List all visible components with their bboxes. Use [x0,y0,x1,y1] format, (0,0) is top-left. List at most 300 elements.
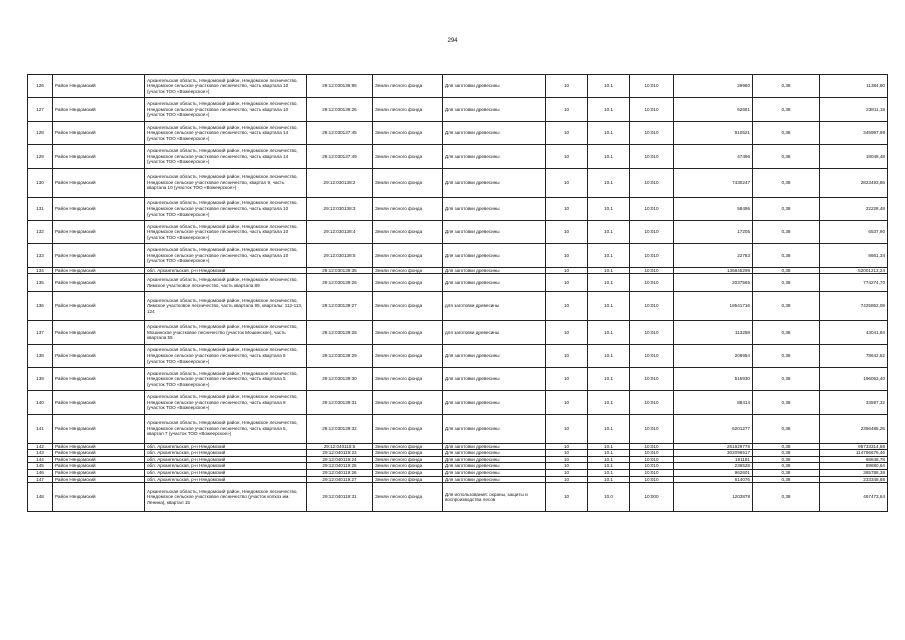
address-cell: Архангельская область, Няндомский район, Няндомское лесничество, Няндомское сельское участковое лесничество, часть квартала 5 (участок ТОО «Вожеерское») [145,367,307,390]
code-b-cell: 10.1 [588,244,630,267]
rate-cell: 0,38 [753,267,820,274]
code-b-cell: 10.1 [588,391,630,414]
rate-cell: 0,38 [753,476,820,483]
code-a-cell: 10 [546,367,588,390]
permitted-use-cell: Для использования: охраны, защиты и воспроизводства лесов [443,483,546,512]
district-cell: Район Няндомский [53,367,145,390]
area-cell: 62661 [674,98,753,121]
land-category-cell: Земли лесного фонда [373,476,443,483]
permitted-use-cell: Для заготовки древесины [443,463,546,470]
code-b-cell: 10.1 [588,145,630,168]
sum-cell: 11384,80 [820,75,888,98]
table-row [28,391,888,414]
sum-cell: 18048,48 [820,145,888,168]
land-plots-table [27,74,888,512]
code-b-cell: 10.1 [588,476,630,483]
use-code-cell: 10:010 [630,220,674,243]
sum-cell: 2823493,86 [820,168,888,197]
district-cell: Район Няндомский [53,321,145,344]
district-cell: Район Няндомский [53,145,145,168]
district-cell: Район Няндомский [53,98,145,121]
address-cell: Архангельская область, Няндомский район, Няндомское лесничество, Няндомское сельское участковое лесничество, часть квартала 5 (участок ТОО «Вожеерское») [145,344,307,367]
cadastral-number-cell: 29:12:030138:4 [307,220,373,243]
permitted-use-cell: Для заготовки древесины [443,145,546,168]
row-number: 143 [28,450,53,457]
row-number: 145 [28,463,53,470]
rate-cell: 0,38 [753,98,820,121]
sum-cell: 457473,64 [820,483,888,512]
code-b-cell: 10.1 [588,121,630,144]
district-cell: Район Няндомский [53,414,145,443]
land-category-cell: Земли лесного фонда [373,292,443,321]
row-number: 148 [28,483,53,512]
address-cell: обл. Архангельская, р-н Няндомский [145,267,307,274]
table-row [28,367,888,390]
district-cell: Район Няндомский [53,197,145,220]
cadastral-number-cell: 29:12:030138:5 [307,244,373,267]
address-cell: Архангельская область, Няндомский район, Няндомское лесничество, Няндомское сельское участковое лесничество, часть квартала 10 (участок ТОО «Вожеерское») [145,98,307,121]
cadastral-number-cell: 29:12:040119:25 [307,463,373,470]
cadastral-number-cell: 29:12:040119:31 [307,483,373,512]
table-row [28,483,888,512]
use-code-cell: 10:010 [630,244,674,267]
permitted-use-cell: для заготовки древесины [443,321,546,344]
row-number: 134 [28,267,53,274]
table-row [28,344,888,367]
address-cell: обл. Архангельская, р-н Няндомский [145,463,307,470]
land-category-cell: Земли лесного фонда [373,414,443,443]
table-row [28,414,888,443]
address-cell: обл. Архангельская, р-н Няндомский [145,443,307,450]
permitted-use-cell: Для заготовки древесины [443,220,546,243]
land-category-cell: Земли лесного фонда [373,220,443,243]
address-cell: Архангельская область, Няндомский район, Няндомское лесничество, Няндомское сельское участковое лесничество, часть квартала 8 (участок ТОО «Вожеерское») [145,391,307,414]
area-cell: 302096517 [674,450,753,457]
row-number: 131 [28,197,53,220]
table-row [28,244,888,267]
code-b-cell: 10.1 [588,456,630,463]
row-number: 133 [28,244,53,267]
table-row [28,121,888,144]
area-cell: 515930 [674,367,753,390]
row-number: 146 [28,470,53,477]
cadastral-number-cell: 29:12:040119:26 [307,470,373,477]
code-a-cell: 10 [546,483,588,512]
use-code-cell: 10:010 [630,367,674,390]
code-b-cell: 10.1 [588,267,630,274]
code-b-cell: 10.0 [588,483,630,512]
district-cell: Район Няндомский [53,483,145,512]
use-code-cell: 10:010 [630,168,674,197]
sum-cell: 345997,98 [820,121,888,144]
code-b-cell: 10.1 [588,470,630,477]
area-cell: 251929776 [674,443,753,450]
cadastral-number-cell: 29:12:030136:26 [307,98,373,121]
use-code-cell: 10:010 [630,145,674,168]
cadastral-number-cell: 29:12:030139:31 [307,391,373,414]
address-cell: Архангельская область, Няндомский район, Няндомское лесничество, Мошинское участковое лесничество (участок Мошинское), часть квартала 55 [145,321,307,344]
address-cell: Архангельская область, Няндомский район, Няндомское лесничество, Няндомское сельское участковое лесничество, часть квартала 10 (участок ТОО «Вожеерское») [145,75,307,98]
use-code-cell: 10:010 [630,98,674,121]
code-a-cell: 10 [546,321,588,344]
cadastral-number-cell: 29:12:030137:45 [307,121,373,144]
area-cell: 2037565 [674,274,753,292]
use-code-cell: 10:000 [630,483,674,512]
land-category-cell: Земли лесного фонда [373,456,443,463]
area-cell: 181181 [674,456,753,463]
district-cell: Район Няндомский [53,121,145,144]
cadastral-number-cell: 29:12:040119:23 [307,450,373,457]
district-cell: Район Няндомский [53,470,145,477]
sum-cell: 2356485,26 [820,414,888,443]
use-code-cell: 10:010 [630,121,674,144]
row-number: 130 [28,168,53,197]
permitted-use-cell: Для заготовки древесины [443,274,546,292]
row-number: 135 [28,274,53,292]
area-cell: 6201277 [674,414,753,443]
table-row [28,168,888,197]
area-cell: 136845298 [674,267,753,274]
land-category-cell: Земли лесного фонда [373,121,443,144]
use-code-cell: 10:010 [630,450,674,457]
permitted-use-cell: Для заготовки древесины [443,244,546,267]
row-number: 147 [28,476,53,483]
table-row [28,476,888,483]
permitted-use-cell: Для заготовки древесины [443,456,546,463]
permitted-use-cell: Для заготовки древесины [443,267,546,274]
code-a-cell: 10 [546,244,588,267]
table-row [28,197,888,220]
use-code-cell: 10:010 [630,267,674,274]
table-row [28,470,888,477]
rate-cell: 0,38 [753,391,820,414]
address-cell: Архангельская область, Няндомский район, Няндомское лесничество, Няндомское сельское участковое лесничество, часть квартала 14 (участок ТОО «Вожеерское») [145,145,307,168]
code-a-cell: 10 [546,391,588,414]
land-category-cell: Земли лесного фонда [373,443,443,450]
code-b-cell: 10.1 [588,463,630,470]
code-b-cell: 10.1 [588,321,630,344]
code-a-cell: 10 [546,220,588,243]
code-b-cell: 10.1 [588,197,630,220]
code-b-cell: 10.1 [588,367,630,390]
address-cell: Архангельская область, Няндомский район, Няндомское лесничество, Лимское участковое лесничество, часть квартала 95, кварталы: 112-113, 124 [145,292,307,321]
table-row [28,98,888,121]
land-category-cell: Земли лесного фонда [373,367,443,390]
address-cell: Архангельская область, Няндомский район, Няндомское лесничество, Няндомское сельское участковое лесничество, квартал 9, часть квартала 10 (участок ТОО «Вожеерское») [145,168,307,197]
cadastral-number-cell: 29:12:030139:30 [307,367,373,390]
use-code-cell: 10:010 [630,443,674,450]
code-b-cell: 10.1 [588,168,630,197]
sum-cell: 89880,64 [820,463,888,470]
code-a-cell: 10 [546,470,588,477]
use-code-cell: 10:010 [630,391,674,414]
district-cell: Район Няндомский [53,274,145,292]
table-row [28,463,888,470]
address-cell: обл. Архангельская, р-н Няндомский [145,476,307,483]
use-code-cell: 10:010 [630,476,674,483]
code-b-cell: 10.1 [588,98,630,121]
rate-cell: 0,38 [753,321,820,344]
code-b-cell: 10.1 [588,450,630,457]
district-cell: Район Няндомский [53,463,145,470]
row-number: 136 [28,292,53,321]
page-number: 294 [447,38,458,44]
row-number: 128 [28,121,53,144]
code-a-cell: 10 [546,450,588,457]
rate-cell: 0,38 [753,121,820,144]
land-category-cell: Земли лесного фонда [373,145,443,168]
cadastral-number-cell: 29:12:030137:49 [307,145,373,168]
rate-cell: 0,38 [753,450,820,457]
table-row [28,321,888,344]
row-number: 129 [28,145,53,168]
area-cell: 22783 [674,244,753,267]
cadastral-number-cell: 29:12:030139:28 [307,321,373,344]
area-cell: 17205 [674,220,753,243]
rate-cell: 0,38 [753,414,820,443]
land-category-cell: Земли лесного фонда [373,168,443,197]
rate-cell: 0,38 [753,168,820,197]
cadastral-number-cell: 29:12:030139:29 [307,344,373,367]
row-number: 140 [28,391,53,414]
code-a-cell: 10 [546,414,588,443]
cadastral-number-cell: 29:12:030138:2 [307,168,373,197]
use-code-cell: 10:010 [630,463,674,470]
land-category-cell: Земли лесного фонда [373,344,443,367]
row-number: 137 [28,321,53,344]
area-cell: 47496 [674,145,753,168]
area-cell: 113258 [674,321,753,344]
land-category-cell: Земли лесного фонда [373,321,443,344]
rate-cell: 0,38 [753,367,820,390]
use-code-cell: 10:010 [630,197,674,220]
code-b-cell: 10.1 [588,292,630,321]
code-a-cell: 10 [546,292,588,321]
code-a-cell: 10 [546,98,588,121]
permitted-use-cell: Для заготовки древесины [443,476,546,483]
district-cell: Район Няндомский [53,75,145,98]
cadastral-number-cell: 29:12:030139:32 [307,414,373,443]
area-cell: 614076 [674,476,753,483]
area-cell: 88414 [674,391,753,414]
rate-cell: 0,38 [753,456,820,463]
code-a-cell: 10 [546,274,588,292]
cadastral-number-cell: 29:12:040119:27 [307,476,373,483]
address-cell: Архангельская область, Няндомский район, Няндомское лесничество, Лимское участковое лесничество, часть квартала 89 [145,274,307,292]
area-cell: 19541716 [674,292,753,321]
rate-cell: 0,38 [753,220,820,243]
permitted-use-cell: Для заготовки древесины [443,98,546,121]
use-code-cell: 10:010 [630,470,674,477]
sum-cell: 33597,32 [820,391,888,414]
address-cell: Архангельская область, Няндомский район, Няндомское лесничество, Няндомское сельское участковое лесничество, часть квартала 10 (участок ТОО «Вожеерское») [145,244,307,267]
sum-cell: 365788,38 [820,470,888,477]
address-cell: Архангельская область, Няндомский район, Няндомское лесничество, Няндомское сельское участковое лесничество, часть квартала 10 (участок ТОО «Вожеерское») [145,197,307,220]
code-b-cell: 10.1 [588,443,630,450]
rate-cell: 0,38 [753,443,820,450]
district-cell: Район Няндомский [53,267,145,274]
rate-cell: 0,38 [753,145,820,168]
address-cell: обл. Архангельская, р-н Няндомский [145,450,307,457]
code-b-cell: 10.1 [588,220,630,243]
code-b-cell: 10.1 [588,344,630,367]
address-cell: обл. Архангельская, р-н Няндомский [145,470,307,477]
sum-cell: 233348,88 [820,476,888,483]
table-row [28,220,888,243]
cadastral-number-cell: 29:12:030136:95 [307,75,373,98]
sum-cell: 43041,84 [820,321,888,344]
sum-cell: 8661,34 [820,244,888,267]
address-cell: Архангельская область, Няндомский район, Няндомское лесничество, Няндомское сельское участковое лесничество, часть квартала 14 (участок ТОО «Вожеерское») [145,121,307,144]
address-cell: Архангельская область, Няндомский район, Няндомское лесничество, Няндомское сельское участковое лесничество (участок колхоз им. Ленина), квартал 15 [145,483,307,512]
code-a-cell: 10 [546,267,588,274]
district-cell: Район Няндомский [53,456,145,463]
row-number: 142 [28,443,53,450]
permitted-use-cell: Для заготовки древесины [443,367,546,390]
sum-cell: 196053,40 [820,367,888,390]
cadastral-number-cell: 29:12:040118:5 [307,443,373,450]
district-cell: Район Няндомский [53,292,145,321]
rate-cell: 0,38 [753,197,820,220]
code-a-cell: 10 [546,168,588,197]
table-row [28,456,888,463]
district-cell: Район Няндомский [53,244,145,267]
address-cell: Архангельская область, Няндомский район, Няндомское лесничество, Няндомское сельское участковое лесничество, часть квартала 10 (участок ТОО «Вожеерское») [145,220,307,243]
permitted-use-cell: Для заготовки древесины [443,443,546,450]
land-category-cell: Земли лесного фонда [373,450,443,457]
area-cell: 910521 [674,121,753,144]
district-cell: Район Няндомский [53,476,145,483]
row-number: 138 [28,344,53,367]
use-code-cell: 10:010 [630,414,674,443]
code-a-cell: 10 [546,463,588,470]
code-a-cell: 10 [546,145,588,168]
district-cell: Район Няндомский [53,391,145,414]
cadastral-number-cell: 29:12:030138:3 [307,197,373,220]
table-row [28,267,888,274]
row-number: 132 [28,220,53,243]
permitted-use-cell: Для заготовки древесины [443,197,546,220]
sum-cell: 95733314,88 [820,443,888,450]
land-category-cell: Земли лесного фонда [373,470,443,477]
rate-cell: 0,38 [753,244,820,267]
permitted-use-cell: Для заготовки древесины [443,121,546,144]
cadastral-number-cell: 29:12:030139:26 [307,274,373,292]
cadastral-number-cell: 29:12:030139:27 [307,292,373,321]
permitted-use-cell: для заготовки древесины [443,292,546,321]
row-number: 127 [28,98,53,121]
permitted-use-cell: Для заготовки древесины [443,450,546,457]
code-a-cell: 10 [546,456,588,463]
code-a-cell: 10 [546,197,588,220]
table-row [28,443,888,450]
permitted-use-cell: Для заготовки древесины [443,75,546,98]
area-cell: 206954 [674,344,753,367]
district-cell: Район Няндомский [53,168,145,197]
use-code-cell: 10:010 [630,344,674,367]
sum-cell: 23811,18 [820,98,888,121]
address-cell: обл. Архангельская, р-н Няндомский [145,456,307,463]
row-number: 144 [28,456,53,463]
code-b-cell: 10.1 [588,274,630,292]
land-category-cell: Земли лесного фонда [373,267,443,274]
area-cell: 1203878 [674,483,753,512]
area-cell: 58496 [674,197,753,220]
land-category-cell: Земли лесного фонда [373,483,443,512]
table-row [28,450,888,457]
rate-cell: 0,38 [753,292,820,321]
permitted-use-cell: Для заготовки древесины [443,414,546,443]
sum-cell: 114796676,46 [820,450,888,457]
area-cell: 7430247 [674,168,753,197]
code-a-cell: 10 [546,75,588,98]
sum-cell: 68848,78 [820,456,888,463]
permitted-use-cell: Для заготовки древесины [443,168,546,197]
use-code-cell: 10:010 [630,456,674,463]
use-code-cell: 10:010 [630,321,674,344]
sum-cell: 7425852,08 [820,292,888,321]
sum-cell: 52001213,24 [820,267,888,274]
area-cell: 236528 [674,463,753,470]
permitted-use-cell: Для заготовки древесины [443,344,546,367]
row-number: 126 [28,75,53,98]
district-cell: Район Няндомский [53,450,145,457]
row-number: 139 [28,367,53,390]
permitted-use-cell: Для заготовки древесины [443,470,546,477]
use-code-cell: 10:010 [630,292,674,321]
sum-cell: 22228,48 [820,197,888,220]
land-category-cell: Земли лесного фонда [373,274,443,292]
area-cell: 29960 [674,75,753,98]
land-category-cell: Земли лесного фонда [373,75,443,98]
use-code-cell: 10:010 [630,75,674,98]
rate-cell: 0,38 [753,344,820,367]
code-a-cell: 10 [546,476,588,483]
district-cell: Район Няндомский [53,344,145,367]
rate-cell: 0,38 [753,463,820,470]
code-b-cell: 10.1 [588,414,630,443]
address-cell: Архангельская область, Няндомский район, Няндомское лесничество, Няндомское сельское участковое лесничество, часть квартала 5, квартал 7 (участок ТОО «Вожеерское») [145,414,307,443]
code-a-cell: 10 [546,443,588,450]
table-row [28,292,888,321]
code-a-cell: 10 [546,121,588,144]
land-category-cell: Земли лесного фонда [373,463,443,470]
cadastral-number-cell: 29:12:030139:35 [307,267,373,274]
rate-cell: 0,38 [753,274,820,292]
sum-cell: 774274,70 [820,274,888,292]
cadastral-number-cell: 29:12:040119:24 [307,456,373,463]
row-number: 141 [28,414,53,443]
table-row [28,145,888,168]
rate-cell: 0,38 [753,470,820,477]
code-b-cell: 10.1 [588,75,630,98]
rate-cell: 0,38 [753,75,820,98]
table-row [28,75,888,98]
land-category-cell: Земли лесного фонда [373,197,443,220]
table-row [28,274,888,292]
land-category-cell: Земли лесного фонда [373,98,443,121]
rate-cell: 0,38 [753,483,820,512]
district-cell: Район Няндомский [53,443,145,450]
code-a-cell: 10 [546,344,588,367]
land-category-cell: Земли лесного фонда [373,244,443,267]
area-cell: 962601 [674,470,753,477]
use-code-cell: 10:010 [630,274,674,292]
permitted-use-cell: Для заготовки древесины [443,391,546,414]
sum-cell: 78642,52 [820,344,888,367]
district-cell: Район Няндомский [53,220,145,243]
sum-cell: 6537,90 [820,220,888,243]
